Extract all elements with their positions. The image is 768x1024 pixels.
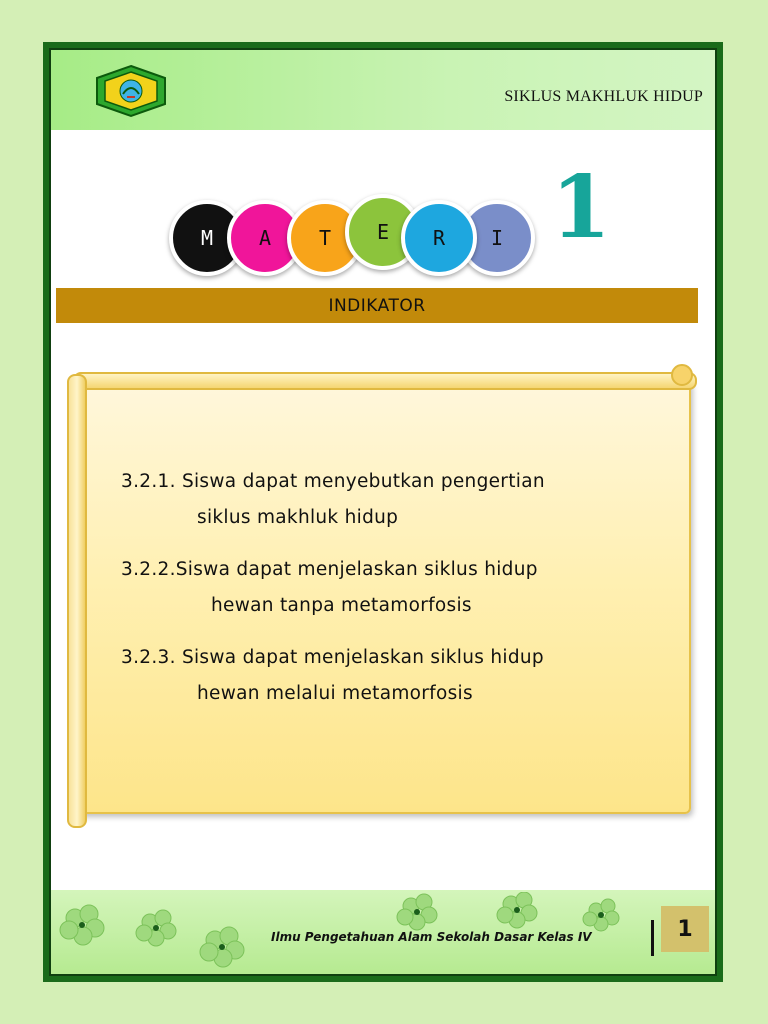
scroll-curl <box>671 364 693 386</box>
header-band <box>51 50 715 130</box>
indicator-list <box>121 464 681 728</box>
flower-decoration-icon <box>55 900 255 970</box>
page-content <box>49 48 717 976</box>
footer-subject: Ilmu Pengetahuan Alam Sekolah Dasar Kelas IV <box>271 930 592 944</box>
indicator-text: Siswa dapat menyebutkan pengertian <box>181 471 545 492</box>
indicator-text: Siswa dapat menjelaskan siklus hidup <box>175 559 538 580</box>
indicator-text-cont: hewan tanpa metamorfosis <box>211 595 472 616</box>
materi-letter-m: M <box>169 200 245 276</box>
page-frame <box>43 42 723 982</box>
indicator-text-cont: siklus makhluk hidup <box>197 507 399 528</box>
footer-divider <box>651 920 654 956</box>
indicator-text-cont: hewan melalui metamorfosis <box>197 683 473 704</box>
indicator-text: Siswa dapat menjelaskan siklus hidup <box>181 647 544 668</box>
materi-letter-i: I <box>459 200 535 276</box>
header-title: SIKLUS MAKHLUK HIDUP <box>504 88 703 105</box>
materi-letter-a: A <box>227 200 303 276</box>
indicator-number: 3.2.3. <box>121 647 176 668</box>
indicator-number: 3.2.1. <box>121 471 176 492</box>
indicator-item <box>121 640 681 712</box>
indicator-number: 3.2.2. <box>121 559 176 580</box>
school-crest-icon <box>93 64 169 118</box>
materi-number: 1 <box>551 157 611 258</box>
materi-letter-e: E <box>345 194 421 270</box>
footer-band <box>51 890 715 974</box>
materi-letter-t: T <box>287 200 363 276</box>
scroll-roll-top <box>73 372 697 390</box>
indicator-scroll <box>63 360 693 830</box>
materi-letter-r: R <box>401 200 477 276</box>
page-number: 1 <box>661 906 709 952</box>
scroll-roll-left <box>67 374 87 828</box>
indicator-heading: INDIKATOR <box>56 288 698 323</box>
indicator-item <box>121 464 681 536</box>
indicator-item <box>121 552 681 624</box>
